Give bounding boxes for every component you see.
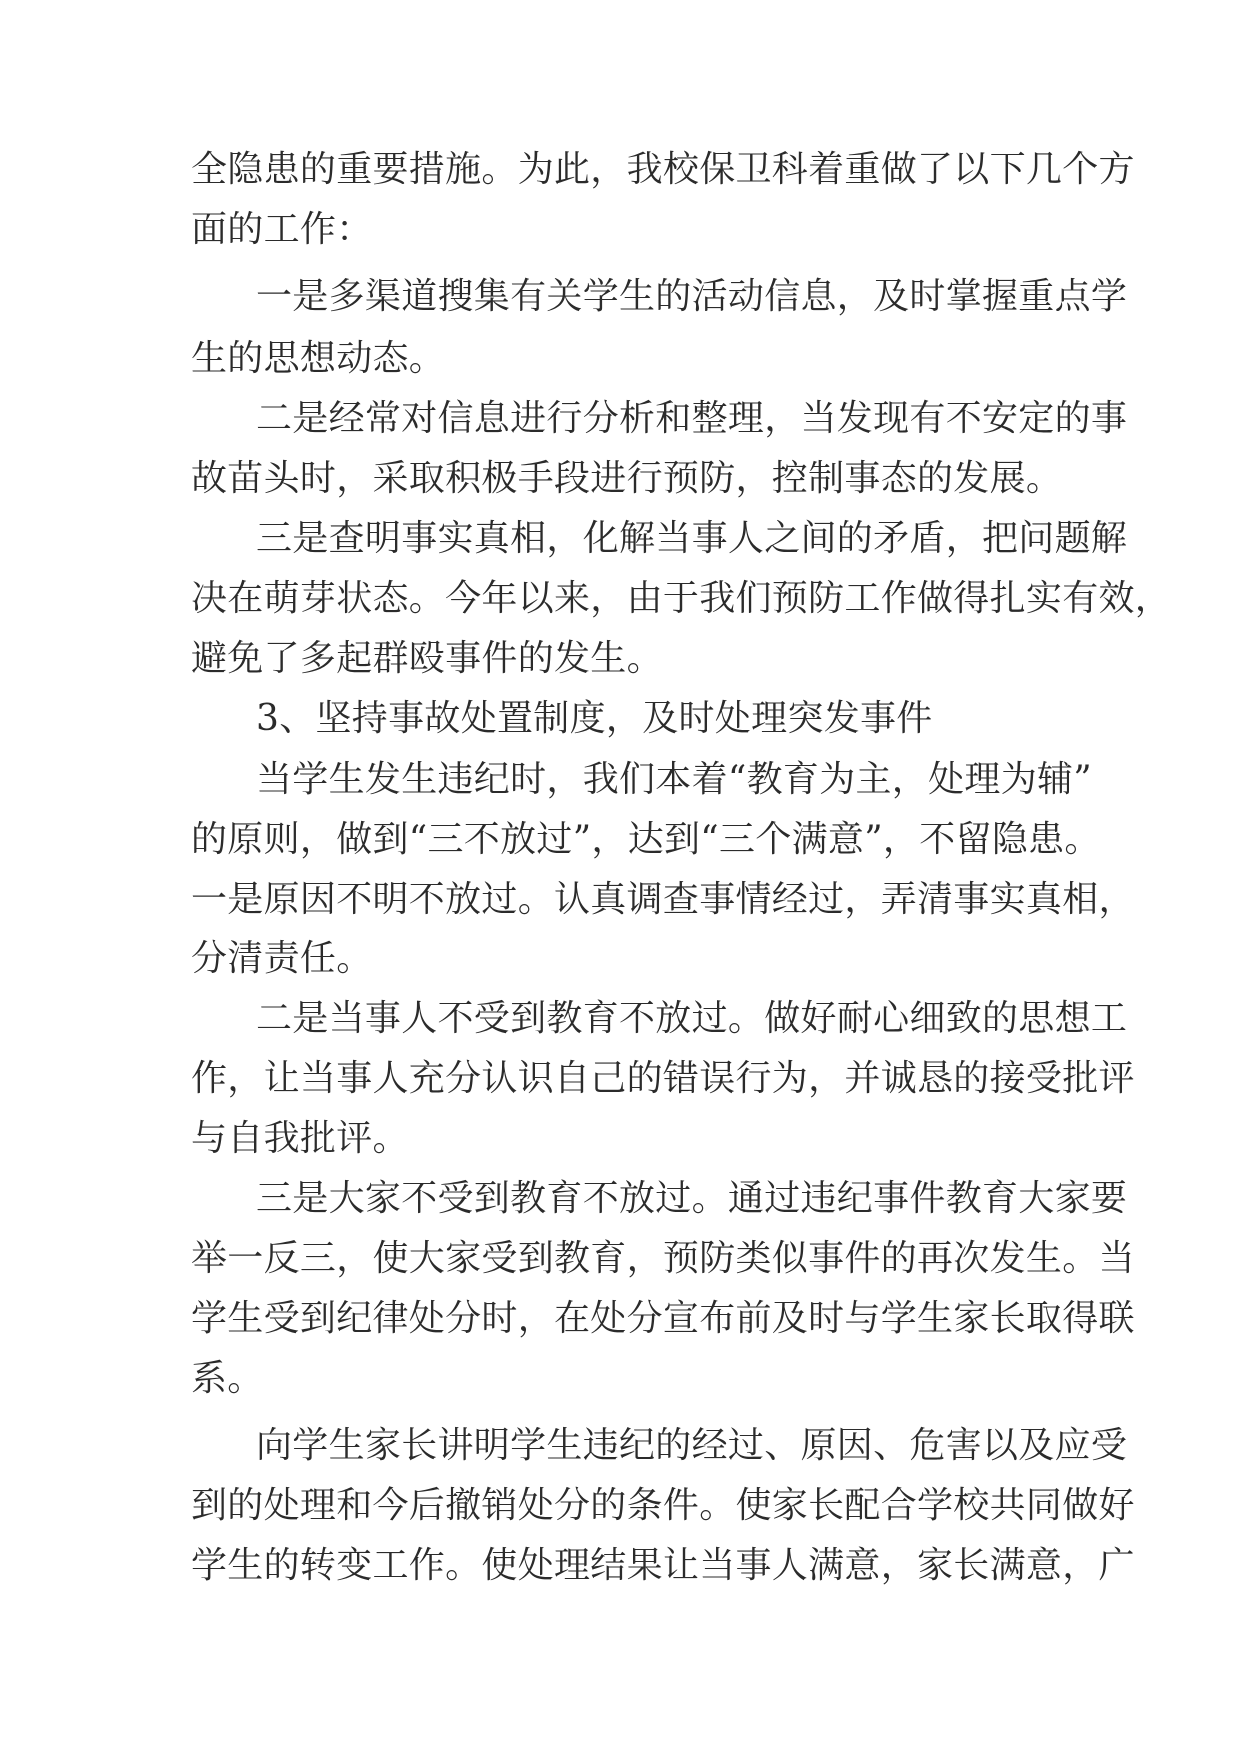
text-line: 学生的转变工作。使处理结果让当事人满意，家长满意，广 (191, 1545, 1135, 1586)
text-line: 一是多渠道搜集有关学生的活动信息，及时掌握重点学 (256, 276, 1128, 317)
text-line: 三是大家不受到教育不放过。通过违纪事件教育大家要 (256, 1178, 1128, 1219)
text-line: 作，让当事人充分认识自己的错误行为，并诚恳的接受批评 (191, 1058, 1135, 1099)
text-line: 避免了多起群殴事件的发生。 (191, 638, 663, 679)
text-line: 向学生家长讲明学生违纪的经过、原因、危害以及应受 (256, 1425, 1128, 1466)
text-line: 3、坚持事故处置制度，及时处理突发事件 (256, 698, 933, 739)
text-line: 系。 (191, 1358, 264, 1399)
text-line: 生的思想动态。 (191, 338, 446, 379)
text-line: 分清责任。 (191, 938, 373, 979)
text-line: 全隐患的重要措施。为此，我校保卫科着重做了以下几个方 (191, 149, 1135, 190)
text-line: 二是当事人不受到教育不放过。做好耐心细致的思想工 (256, 998, 1128, 1039)
text-line: 举一反三，使大家受到教育，预防类似事件的再次发生。当 (191, 1238, 1135, 1279)
text-line: 决在萌芽状态。今年以来，由于我们预防工作做得扎实有效， (191, 578, 1172, 619)
text-line: 故苗头时，采取积极手段进行预防，控制事态的发展。 (191, 458, 1063, 499)
text-line: 三是查明事实真相，化解当事人之间的矛盾，把问题解 (256, 518, 1128, 559)
text-line: 当学生发生违纪时，我们本着“教育为主，处理为辅” (256, 759, 1093, 800)
text-line: 面的工作： (191, 209, 373, 250)
text-line: 学生受到纪律处分时，在处分宣布前及时与学生家长取得联 (191, 1298, 1135, 1339)
text-line: 一是原因不明不放过。认真调查事情经过，弄清事实真相， (191, 879, 1135, 920)
text-line: 到的处理和今后撤销处分的条件。使家长配合学校共同做好 (191, 1485, 1135, 1526)
text-line: 的原则，做到“三不放过”，达到“三个满意”，不留隐患。 (191, 819, 1101, 860)
text-line: 二是经常对信息进行分析和整理，当发现有不安定的事 (256, 398, 1128, 439)
text-line: 与自我批评。 (191, 1118, 409, 1159)
